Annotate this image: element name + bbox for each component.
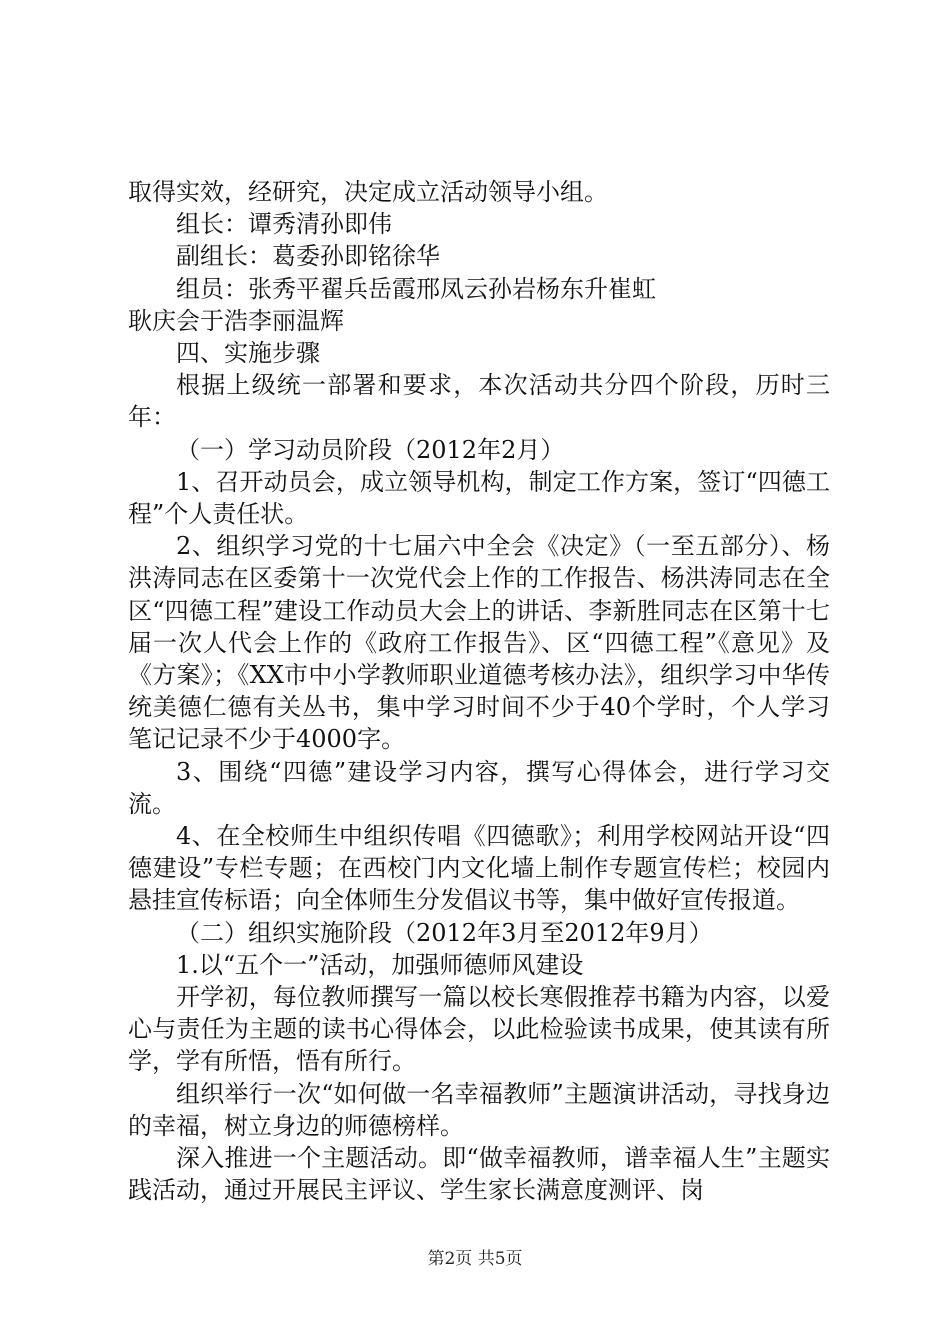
paragraph-speech-activity: 组织举行一次“如何做一名幸福教师”主题演讲活动，寻找身边的幸福，树立身边的师德榜样。 xyxy=(128,1079,830,1140)
paragraph-item-4: 4、在全校师生中组织传唱《四德歌》；利用学校网站开设“四德建设”专栏专题；在西校门内文化墙上制作专题宣传栏；校园内悬挂宣传标语；向全体师生分发倡议书等，集中做好宣传报道。 xyxy=(128,822,830,915)
paragraph-reading-reflection: 开学初，每位教师撰写一篇以校长寒假推荐书籍为内容，以爱心与责任为主题的读书心得体会，以此检验读书成果，使其读有所学，学有所悟，悟有所行。 xyxy=(128,983,830,1076)
paragraph-members-continued: 耿庆会于浩李丽温辉 xyxy=(128,306,344,335)
paragraph-theme-activity: 深入推进一个主题活动。即“做幸福教师，谱幸福人生”主题实践活动，通过开展民主评议、学生家长满意度测评、岗 xyxy=(128,1144,830,1205)
page-number-footer: 第2页 共5页 xyxy=(427,1249,523,1269)
paragraph-item-2: 2、组织学习党的十七届六中全会《决定》（一至五部分）、杨洪涛同志在区委第十一次党代会上作的工作报告、杨洪涛同志在全区“四德工程”建设工作动员大会上的讲话、李新胜同志在区第十七届一次人代会上作的《政府工作报告》、区“四德工程”《意见》及《方案》；《XX市中小学教师职业道德考核办法》，组织学习中华传统美德仁德有关丛书，集中学习时间不少于40个学时，个人学习笔记记录不少于4000字。 xyxy=(128,532,830,754)
paragraph-item-3: 3、围绕“四德”建设学习内容，撰写心得体会，进行学习交流。 xyxy=(128,757,830,818)
subheading-five-ones: 1.以“五个一”活动，加强师德师风建设 xyxy=(176,950,584,979)
section-heading-implementation: 四、实施步骤 xyxy=(176,339,320,368)
paragraph-stages-intro: 根据上级统一部署和要求，本次活动共分四个阶段，历时三年： xyxy=(128,371,830,432)
paragraph-continuation: 取得实效，经研究，决定成立活动领导小组。 xyxy=(128,178,608,206)
stage-heading-implementation: （二）组织实施阶段（2012年3月至2012年9月） xyxy=(176,918,713,947)
paragraph-team-leader: 组长：谭秀清孙即伟 xyxy=(176,210,392,239)
stage-heading-learning: （一）学习动员阶段（2012年2月） xyxy=(176,435,565,464)
paragraph-deputy-leader: 副组长：葛委孙即铭徐华 xyxy=(176,242,440,271)
paragraph-members: 组员：张秀平翟兵岳霞邢凤云孙岩杨东升崔虹 xyxy=(176,274,656,303)
paragraph-item-1: 1、召开动员会，成立领导机构，制定工作方案，签订“四德工程”个人责任状。 xyxy=(128,467,830,529)
document-body xyxy=(128,176,830,1207)
